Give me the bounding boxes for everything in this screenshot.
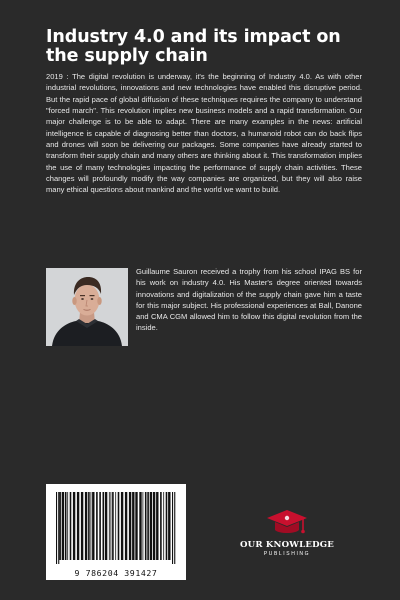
graduation-cap-icon — [265, 508, 309, 538]
barcode-bars — [46, 484, 186, 568]
author-portrait-image — [46, 268, 128, 346]
publisher-subtitle: PUBLISHING — [263, 551, 311, 557]
author-photo — [46, 268, 128, 346]
book-description: 2019 : The digital revolution is underway, it's the beginning of Industry 4.0. As with other industrial revolutions, innovations and new technologies have enabled this disruptive period. But the rapid pace of global diffusion of these techniques requires the company to understand "forced march". This revolution implies new business models and a rapid transformation. Our major challenge is to be able to adapt. There are many examples in the news: artificial intelligence is capable of diagnosing better than doctors, a humanoid robot can do back flips and drones will soon be delivering our packages. Some companies have already started to transform their supply chain and many others are thinking about it. This transformation implies the use of many technologies impacting the performance of supply chain activities. These changes will profoundly modify the way companies are organized, but they will also raise many ethical questions about mankind and the world we want to build. — [46, 72, 362, 195]
book-title: Industry 4.0 and its impact on the supply chain — [46, 27, 341, 66]
publisher-logo — [232, 508, 342, 570]
isbn-barcode — [46, 484, 186, 580]
isbn-number: 9 786204 391427 — [74, 568, 158, 578]
author-bio: Guillaume Sauron received a trophy from his school IPAG BS for his work on industry 4.0. His Master's degree oriented towards innovations and digitalization of the supply chain gave him a taste for this major subject. His professional experiences at Ball, Danone and CMA CGM allowed him to follow this digital revolution from the inside. — [136, 267, 362, 333]
publisher-name: OUR KNOWLEDGE — [239, 540, 335, 550]
